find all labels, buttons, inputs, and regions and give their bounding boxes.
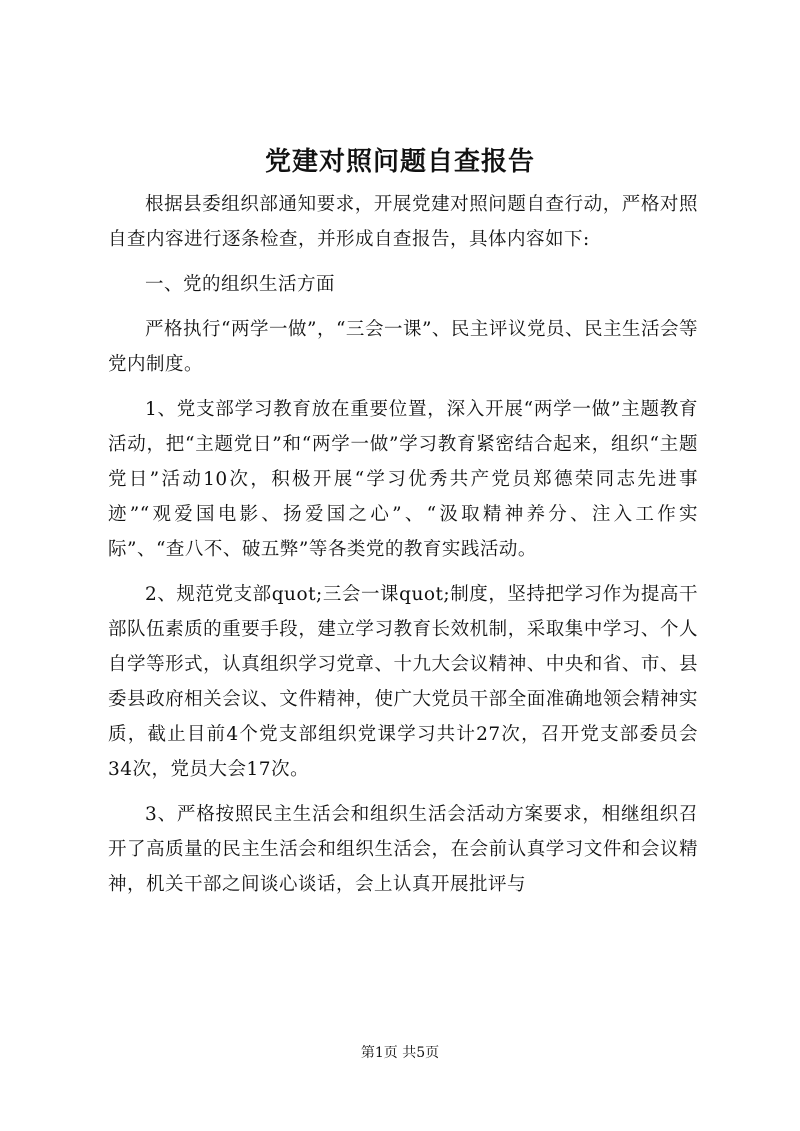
paragraph-item-3: 3、严格按照民主生活会和组织生活会活动方案要求，相继组织召开了高质量的民主生活会和组织生活会，在会前认真学习文件和会议精神，机关干部之间谈心谈话，会上认真开展批评与: [108, 804, 698, 895]
page-footer: 第1页 共5页: [360, 1045, 440, 1061]
page-title: 党建对照问题自查报告: [264, 147, 535, 177]
paragraph-item-2: 2、规范党支部quot;三会一课quot;制度，坚持把学习作为提高干部队伍素质的重要手段，建立学习教育长效机制，采取集中学习、个人自学等形式，认真组织学习党章、十九大会议精神、中央和省、市、县委县政府相关会议、文件精神，使广大党员干部全面准确地领会精神实质，截止目前4个党支部组织党课学习共计27次，召开党支部委员会34次，党员大会17次。: [108, 584, 698, 780]
paragraph-party-system: 严格执行“两学一做”，“三会一课”、民主评议党员、民主生活会等党内制度。: [108, 319, 698, 375]
document-body: [108, 187, 698, 902]
paragraph-item-1: 1、党支部学习教育放在重要位置，深入开展“两学一做”主题教育活动，把“主题党日”和“两学一做”学习教育紧密结合起来，组织“主题党日”活动10次，积极开展“学习优秀共产党员郑德荣同志先进事迹”“观爱国电影、扬爱国之心”、“汲取精神养分、注入工作实际”、“查八不、破五弊”等各类党的教育实践活动。: [108, 399, 698, 560]
section-heading-organization-life: 一、党的组织生活方面: [145, 274, 336, 295]
paragraph-intro: 根据县委组织部通知要求，开展党建对照问题自查行动，严格对照自查内容进行逐条检查，并形成自查报告，具体内容如下:: [108, 194, 698, 250]
